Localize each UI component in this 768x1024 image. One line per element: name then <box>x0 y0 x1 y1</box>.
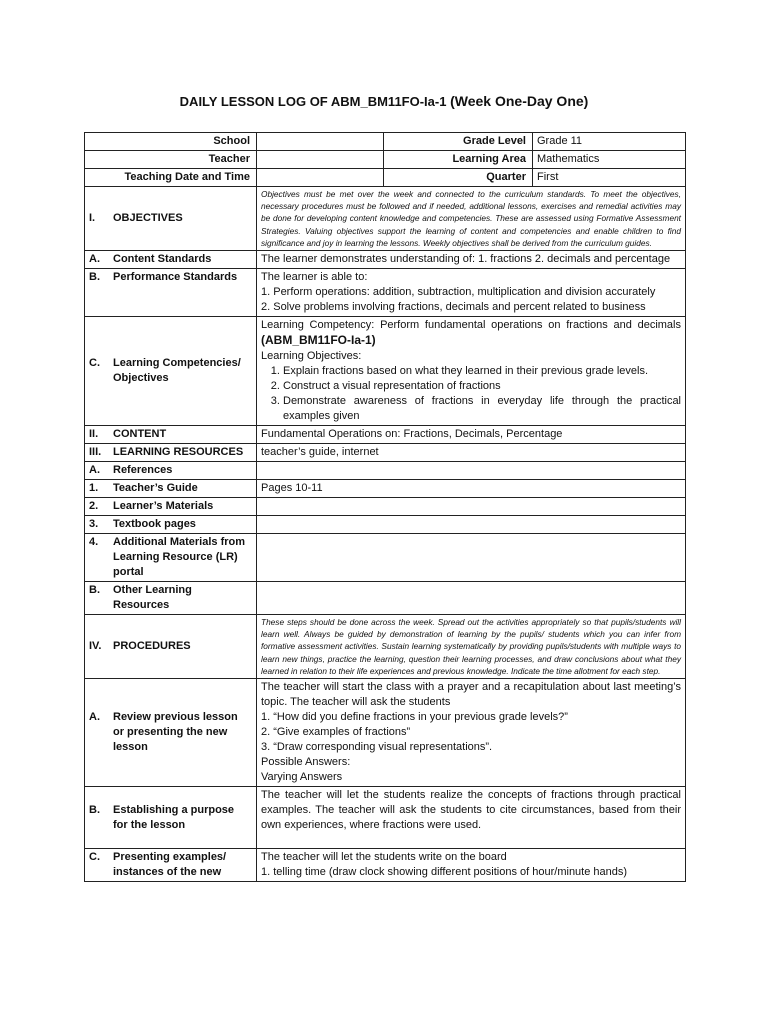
header-row-teacher <box>85 151 686 169</box>
competencies-label: C. Learning Competencies/ Objectives <box>85 317 257 426</box>
review-line: Varying Answers <box>261 771 343 784</box>
teachers-guide-label: 1. Teacher’s Guide <box>85 480 257 498</box>
date-value <box>257 169 384 187</box>
content-label: II. CONTENT <box>85 426 257 444</box>
performance-standards-row <box>85 269 686 317</box>
review-line: 3. “Draw corresponding visual representations”. <box>261 741 493 754</box>
learners-materials-value <box>257 498 686 516</box>
title-text: DAILY LESSON LOG OF ABM_BM11FO-Ia-1 <box>179 94 447 109</box>
purpose-text: The teacher will let the students realize the concepts of fractions through practical examples. The teacher will ask the students to cite circumstances, based from their own experiences, where fractions were used. <box>257 787 686 849</box>
document-title <box>0 93 768 109</box>
date-label: Teaching Date and Time <box>85 169 257 187</box>
learners-materials-label: 2. Learner’s Materials <box>85 498 257 516</box>
textbook-label: 3. Textbook pages <box>85 516 257 534</box>
learning-resources-row <box>85 444 686 462</box>
content-text: Fundamental Operations on: Fractions, Decimals, Percentage <box>257 426 686 444</box>
review-row <box>85 679 686 787</box>
presenting-label: C. Presenting examples/ instances of the new <box>85 849 257 882</box>
objectives-label: I. OBJECTIVES <box>85 187 257 251</box>
presenting-line: The teacher will let the students write on the board <box>261 851 507 864</box>
purpose-label: B. Establishing a purpose for the lesson <box>85 787 257 849</box>
school-value <box>257 133 384 151</box>
procedures-row <box>85 615 686 679</box>
additional-materials-value <box>257 534 686 582</box>
additional-materials-row <box>85 534 686 582</box>
review-label: A. Review previous lesson or presenting the new lesson <box>85 679 257 787</box>
title-suffix: (Week One-Day One) <box>450 93 589 109</box>
purpose-row <box>85 787 686 849</box>
content-standards-text: The learner demonstrates understanding of: 1. fractions 2. decimals and percentage <box>257 251 686 269</box>
teachers-guide-row <box>85 480 686 498</box>
performance-line: The learner is able to: <box>261 271 368 284</box>
objectives-row <box>85 187 686 251</box>
list-item: 3. Demonstrate awareness of fractions in everyday life through the practical examples given <box>283 394 681 424</box>
learning-area-label: Learning Area <box>384 151 533 169</box>
objectives-note: Objectives must be met over the week and connected to the curriculum standards. To meet the objectives, necessary procedures must be followed and if needed, additional lessons, exercises and remedial activities may be done for developing content knowledge and competencies. These are assessed using Formative Assessment Strategies. Valuing objectives support the learning of content and competencies and enable children to find significance and joy in learning the lessons. Weekly objectives shall be derived from the curriculum guides. <box>257 187 686 251</box>
learning-objectives-list <box>261 364 681 424</box>
objectives-heading: Learning Objectives: <box>261 350 362 363</box>
procedures-note: These steps should be done across the week. Spread out the activities appropriately so that pupils/students will learn well. Always be guided by demonstration of learning by the pupils/ students which you can infer from formative assessment activities. Sustain learning systematically by providing pupils/students with multiple ways to learn new things, practice the learning, question their learning processes, and draw conclusions about what they learned in relation to their life experiences and previous knowledge. Indicate the time allotment for each step. <box>257 615 686 679</box>
competency-statement: Learning Competency: Perform fundamental operations on fractions and decimals (ABM_BM11FO-Ia-1) <box>261 319 681 348</box>
performance-line: 2. Solve problems involving fractions, decimals and percent related to business <box>261 301 646 314</box>
textbook-value <box>257 516 686 534</box>
review-line: 1. “How did you define fractions in your previous grade levels?” <box>261 711 568 724</box>
competency-code: (ABM_BM11FO-Ia-1) <box>261 333 376 348</box>
competencies-row <box>85 317 686 426</box>
list-item: 2. Construct a visual representation of fractions <box>283 379 681 394</box>
references-value <box>257 462 686 480</box>
textbook-row <box>85 516 686 534</box>
performance-standards-label: B. Performance Standards <box>85 269 257 317</box>
learning-resources-text: teacher’s guide, internet <box>257 444 686 462</box>
learning-resources-label: III. LEARNING RESOURCES <box>85 444 257 462</box>
references-row <box>85 462 686 480</box>
teachers-guide-value: Pages 10-11 <box>257 480 686 498</box>
references-label: A. References <box>85 462 257 480</box>
grade-level-value: Grade 11 <box>533 133 686 151</box>
other-resources-value <box>257 582 686 615</box>
performance-standards-text <box>257 269 686 317</box>
list-item: 1. Explain fractions based on what they learned in their previous grade levels. <box>283 364 681 379</box>
content-standards-row <box>85 251 686 269</box>
other-resources-label: B. Other Learning Resources <box>85 582 257 615</box>
review-intro: The teacher will start the class with a prayer and a recapitulation about last meeting’s topic. The teacher will ask the students <box>261 681 681 709</box>
review-line: 2. “Give examples of fractions” <box>261 726 411 739</box>
grade-level-label: Grade Level <box>384 133 533 151</box>
review-line: Possible Answers: <box>261 756 351 769</box>
quarter-value: First <box>533 169 686 187</box>
quarter-label: Quarter <box>384 169 533 187</box>
content-row <box>85 426 686 444</box>
review-text <box>257 679 686 787</box>
lesson-log-table <box>84 132 686 882</box>
presenting-row <box>85 849 686 882</box>
presenting-text <box>257 849 686 882</box>
competencies-text <box>257 317 686 426</box>
school-label: School <box>85 133 257 151</box>
header-row-date <box>85 169 686 187</box>
additional-materials-label: 4. Additional Materials from Learning Resource (LR) portal <box>85 534 257 582</box>
presenting-line: 1. telling time (draw clock showing different positions of hour/minute hands) <box>261 866 628 879</box>
procedures-label: IV. PROCEDURES <box>85 615 257 679</box>
teacher-value <box>257 151 384 169</box>
teacher-label: Teacher <box>85 151 257 169</box>
performance-line: 1. Perform operations: addition, subtraction, multiplication and division accurately <box>261 286 656 299</box>
content-standards-label: A. Content Standards <box>85 251 257 269</box>
other-resources-row <box>85 582 686 615</box>
learning-area-value: Mathematics <box>533 151 686 169</box>
header-row-school <box>85 133 686 151</box>
learners-materials-row <box>85 498 686 516</box>
